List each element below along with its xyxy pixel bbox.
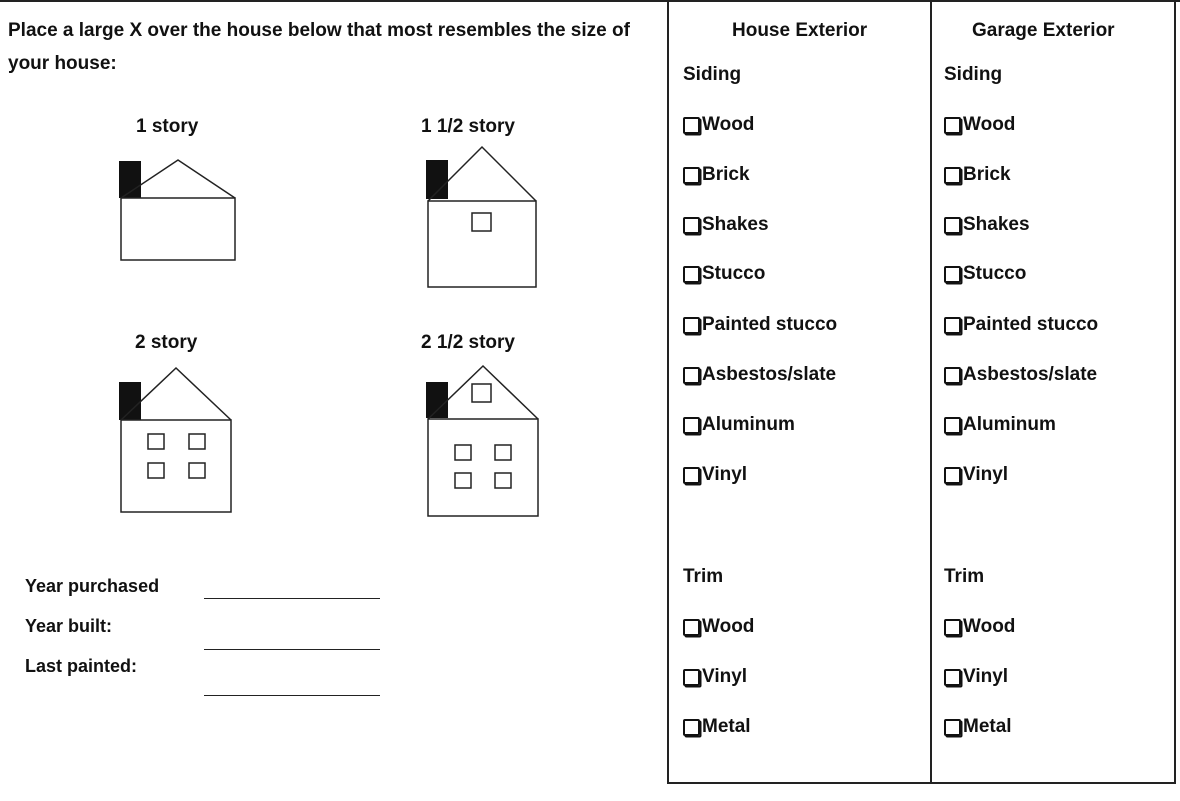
- checkbox-icon[interactable]: [944, 719, 961, 736]
- checkbox-icon[interactable]: [944, 266, 961, 283]
- house-2-story-option[interactable]: [118, 366, 236, 516]
- house-siding-brick-option[interactable]: Brick: [683, 164, 750, 186]
- garage-exterior-title: Garage Exterior: [972, 20, 1115, 41]
- year-built-label: Year built:: [25, 616, 113, 636]
- house-trim-title: Trim: [683, 566, 724, 587]
- bottom-rule: [667, 782, 1176, 784]
- checkbox-icon[interactable]: [683, 266, 700, 283]
- column-divider-middle: [930, 0, 932, 784]
- house-1-5-story-option[interactable]: [425, 145, 539, 290]
- garage-trim-wood-option[interactable]: Wood: [944, 616, 1015, 638]
- garage-siding-aluminum-option[interactable]: Aluminum: [944, 414, 1056, 436]
- house-siding-title: Siding: [683, 64, 742, 85]
- checkbox-icon[interactable]: [944, 117, 961, 134]
- checkbox-icon[interactable]: [683, 719, 700, 736]
- last-painted-label: Last painted:: [25, 656, 138, 676]
- garage-siding-vinyl-option[interactable]: Vinyl: [944, 464, 1008, 486]
- house-siding-painted-stucco-option[interactable]: Painted stucco: [683, 314, 837, 336]
- checkbox-icon[interactable]: [683, 669, 700, 686]
- garage-siding-stucco-option[interactable]: Stucco: [944, 263, 1026, 285]
- garage-siding-asbestos-slate-option[interactable]: Asbestos/slate: [944, 364, 1097, 386]
- checkbox-icon[interactable]: [944, 217, 961, 234]
- house-1-story-option[interactable]: [118, 158, 238, 262]
- house-siding-asbestos-slate-option[interactable]: Asbestos/slate: [683, 364, 836, 386]
- garage-siding-title: Siding: [944, 64, 1003, 85]
- house-trim-vinyl-option[interactable]: Vinyl: [683, 666, 747, 688]
- checkbox-icon[interactable]: [944, 619, 961, 636]
- house-trim-metal-option[interactable]: Metal: [683, 716, 751, 738]
- garage-siding-painted-stucco-option[interactable]: Painted stucco: [944, 314, 1098, 336]
- column-divider-left: [667, 0, 669, 784]
- top-rule: [0, 0, 1180, 2]
- story-label-2-5: 2 1/2 story: [421, 332, 515, 353]
- house-exterior-title: House Exterior: [732, 20, 868, 41]
- house-trim-wood-option[interactable]: Wood: [683, 616, 754, 638]
- column-divider-right: [1174, 0, 1176, 784]
- house-siding-stucco-option[interactable]: Stucco: [683, 263, 765, 285]
- checkbox-icon[interactable]: [683, 117, 700, 134]
- checkbox-icon[interactable]: [683, 217, 700, 234]
- house-siding-shakes-option[interactable]: Shakes: [683, 214, 769, 236]
- house-2-5-story-option[interactable]: [425, 364, 543, 520]
- checkbox-icon[interactable]: [944, 167, 961, 184]
- story-label-2: 2 story: [135, 332, 198, 353]
- checkbox-icon[interactable]: [944, 669, 961, 686]
- story-label-1-5: 1 1/2 story: [421, 116, 515, 137]
- checkbox-icon[interactable]: [944, 317, 961, 334]
- checkbox-icon[interactable]: [683, 417, 700, 434]
- garage-trim-title: Trim: [944, 566, 985, 587]
- checkbox-icon[interactable]: [683, 367, 700, 384]
- house-siding-aluminum-option[interactable]: Aluminum: [683, 414, 795, 436]
- garage-trim-metal-option[interactable]: Metal: [944, 716, 1012, 738]
- story-label-1: 1 story: [136, 116, 199, 137]
- garage-siding-brick-option[interactable]: Brick: [944, 164, 1011, 186]
- checkbox-icon[interactable]: [944, 417, 961, 434]
- house-siding-vinyl-option[interactable]: Vinyl: [683, 464, 747, 486]
- checkbox-icon[interactable]: [683, 467, 700, 484]
- garage-trim-vinyl-option[interactable]: Vinyl: [944, 666, 1008, 688]
- checkbox-icon[interactable]: [944, 467, 961, 484]
- checkbox-icon[interactable]: [944, 367, 961, 384]
- checkbox-icon[interactable]: [683, 619, 700, 636]
- garage-siding-wood-option[interactable]: Wood: [944, 114, 1015, 136]
- last-painted-field[interactable]: [204, 695, 380, 696]
- year-purchased-field[interactable]: [204, 598, 380, 599]
- year-purchased-label: Year purchased: [25, 576, 160, 596]
- instruction-text: Place a large X over the house below that most resembles the size of your house:: [8, 20, 630, 74]
- garage-siding-shakes-option[interactable]: Shakes: [944, 214, 1030, 236]
- year-built-field[interactable]: [204, 649, 380, 650]
- checkbox-icon[interactable]: [683, 167, 700, 184]
- checkbox-icon[interactable]: [683, 317, 700, 334]
- house-siding-wood-option[interactable]: Wood: [683, 114, 754, 136]
